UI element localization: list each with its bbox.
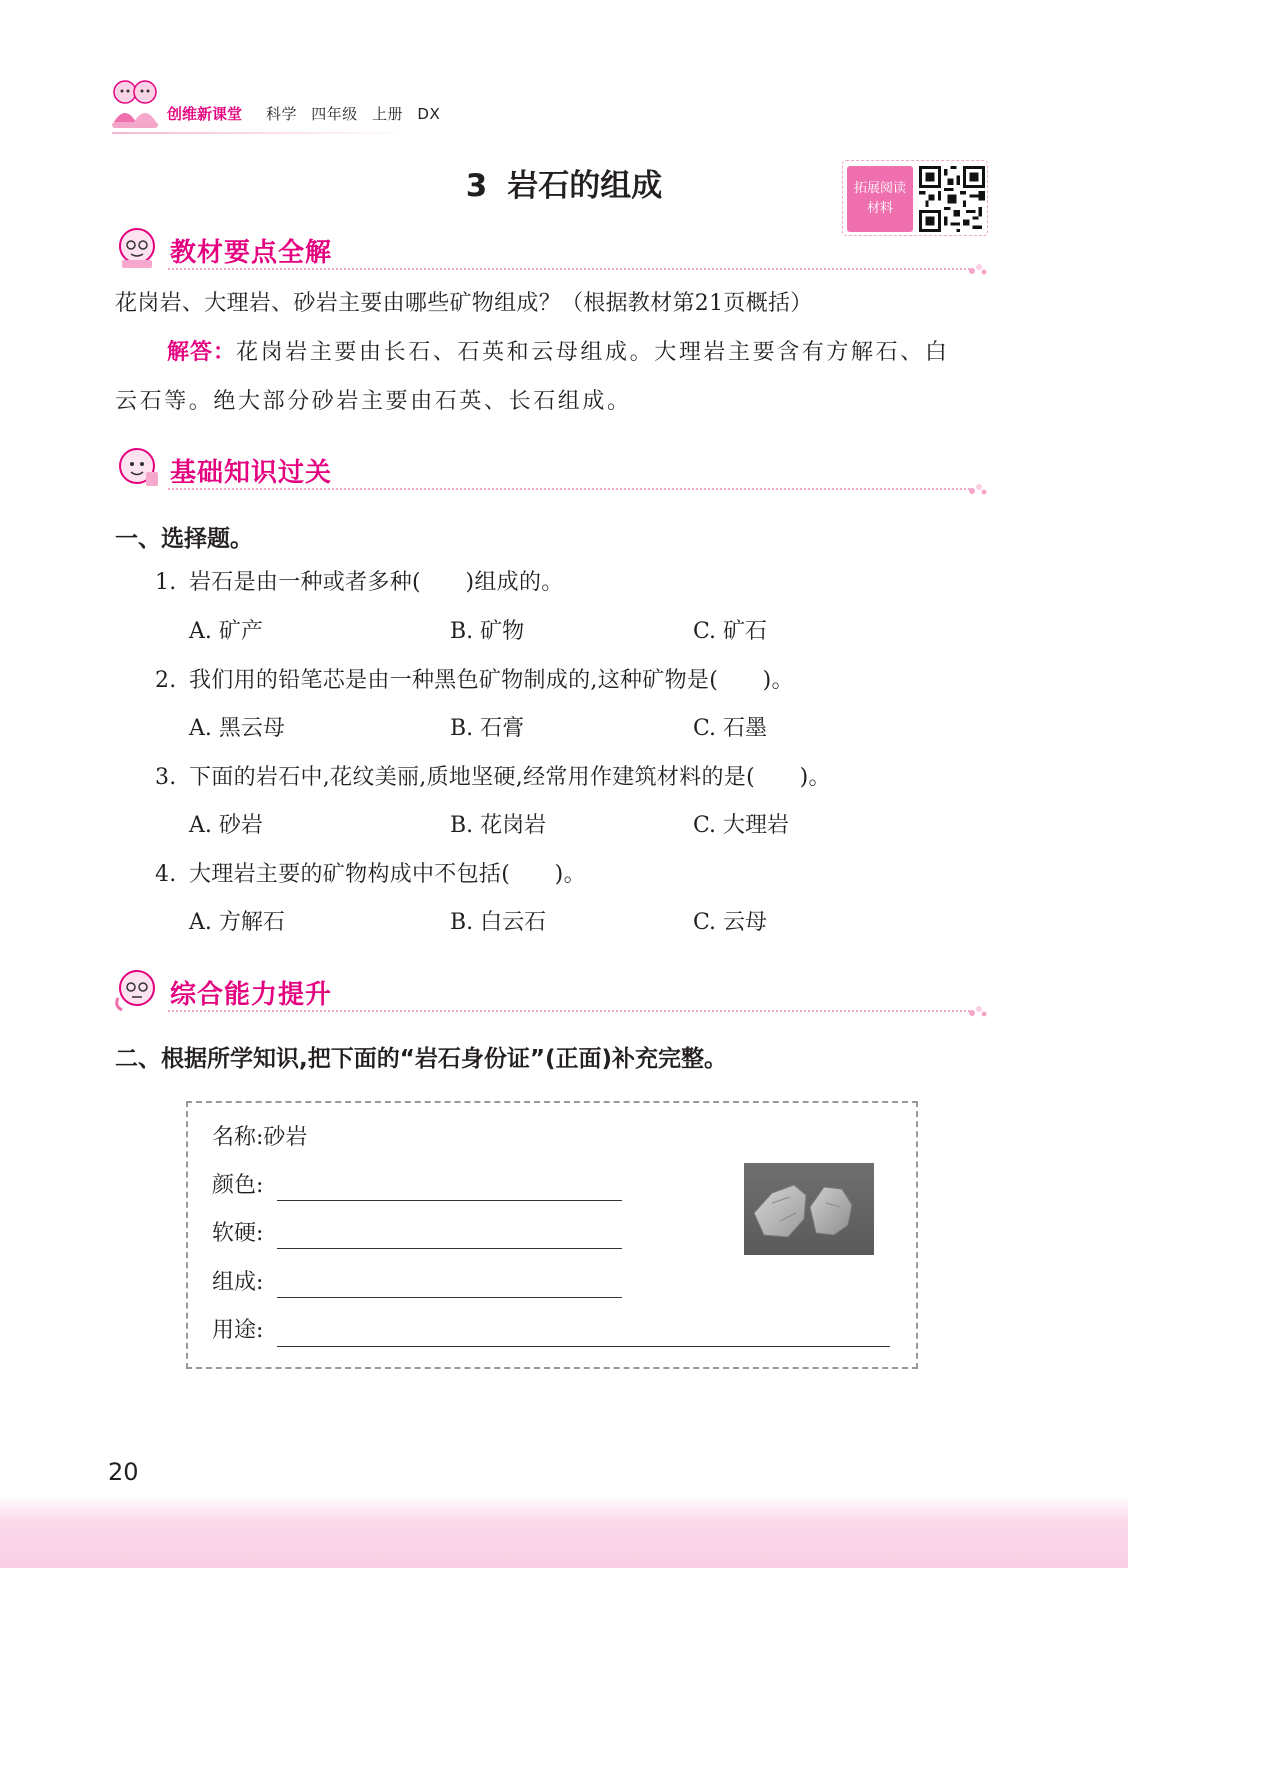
page-number: 20 — [108, 1458, 139, 1486]
card-use-label: 用途: — [212, 1318, 264, 1343]
option-c[interactable]: C. 大理岩 — [693, 813, 790, 838]
key-point-answer-line-1 — [167, 338, 949, 368]
section-title-key-points: 教材要点全解 — [170, 238, 333, 268]
header-divider — [112, 132, 412, 134]
option-a[interactable]: A. 矿产 — [189, 619, 263, 644]
mascot-kids-icon — [108, 76, 162, 136]
question-text: 下面的岩石中,花纹美丽,质地坚硬,经常用作建筑材料的是( )。 — [189, 765, 831, 790]
section-header-advanced — [112, 968, 988, 1014]
book-info — [266, 103, 449, 124]
key-point-answer-line-2: 云石等。绝大部分砂岩主要由石英、长石组成。 — [115, 389, 632, 414]
key-point-question: 花岗岩、大理岩、砂岩主要由哪些矿物组成？（根据教材第21页概括） — [115, 291, 813, 316]
decorative-dots-icon — [968, 1004, 988, 1018]
question-text: 大理岩主要的矿物构成中不包括( )。 — [189, 862, 586, 887]
color-answer-blank[interactable] — [277, 1200, 622, 1201]
option-a[interactable]: A. 砂岩 — [189, 813, 263, 838]
card-color-label: 颜色: — [212, 1173, 264, 1198]
section-header-basics — [112, 446, 988, 492]
hardness-answer-blank[interactable] — [277, 1248, 622, 1249]
qr-reading-label[interactable]: 拓展阅读材料 — [847, 166, 913, 232]
question-number: 2. — [155, 668, 177, 693]
use-answer-blank[interactable] — [277, 1346, 890, 1347]
footer-band — [0, 1496, 1128, 1568]
question-text: 我们用的铅笔芯是由一种黑色矿物制成的,这种矿物是( )。 — [189, 668, 794, 693]
subject-label: 科学 — [266, 105, 298, 123]
decorative-dots-icon — [968, 482, 988, 496]
section-header-key-points — [112, 226, 988, 272]
section-divider — [168, 1010, 970, 1012]
lesson-title-text: 岩石的组成 — [507, 168, 663, 204]
question-4 — [155, 860, 586, 890]
option-b[interactable]: B. 白云石 — [450, 910, 547, 935]
answer-label: 解答： — [167, 340, 237, 365]
question-number: 4. — [155, 862, 177, 887]
section-title-advanced: 综合能力提升 — [170, 980, 333, 1010]
question-number: 1. — [155, 570, 177, 595]
part-two-heading: 二、根据所学知识,把下面的“岩石身份证”(正面)补充完整。 — [115, 1046, 727, 1072]
section-divider — [168, 488, 970, 490]
qr-code-icon[interactable] — [919, 166, 985, 232]
question-3 — [155, 763, 831, 793]
option-c[interactable]: C. 石墨 — [693, 716, 768, 741]
option-b[interactable]: B. 石膏 — [450, 716, 525, 741]
card-composition-label: 组成: — [212, 1270, 264, 1295]
decorative-dots-icon — [968, 262, 988, 276]
option-c[interactable]: C. 云母 — [693, 910, 768, 935]
question-2 — [155, 666, 794, 696]
edition-label: DX — [417, 105, 441, 123]
composition-answer-blank[interactable] — [277, 1297, 622, 1298]
volume-label: 上册 — [372, 105, 404, 123]
part-one-heading: 一、选择题。 — [115, 526, 253, 552]
answer-text-1: 花岗岩主要由长石、石英和云母组成。大理岩主要含有方解石、白 — [236, 340, 950, 365]
option-b[interactable]: B. 花岗岩 — [450, 813, 547, 838]
sandstone-photo — [744, 1163, 874, 1255]
question-text: 岩石是由一种或者多种( )组成的。 — [189, 570, 564, 595]
student-mascot-icon — [112, 446, 162, 492]
option-a[interactable]: A. 方解石 — [189, 910, 285, 935]
lesson-number: 3 — [465, 168, 488, 204]
option-b[interactable]: B. 矿物 — [450, 619, 525, 644]
section-divider — [168, 268, 970, 270]
card-name-row: 名称:砂岩 — [212, 1125, 308, 1150]
option-c[interactable]: C. 矿石 — [693, 619, 768, 644]
question-1 — [155, 568, 564, 598]
grade-label: 四年级 — [311, 105, 358, 123]
section-title-basics: 基础知识过关 — [170, 458, 333, 488]
teacher-mascot-icon — [112, 226, 162, 272]
brand-name: 创维新课堂 — [167, 105, 243, 123]
card-hardness-label: 软硬: — [212, 1221, 264, 1246]
option-a[interactable]: A. 黑云母 — [189, 716, 285, 741]
question-number: 3. — [155, 765, 177, 790]
thinking-mascot-icon — [112, 968, 162, 1014]
